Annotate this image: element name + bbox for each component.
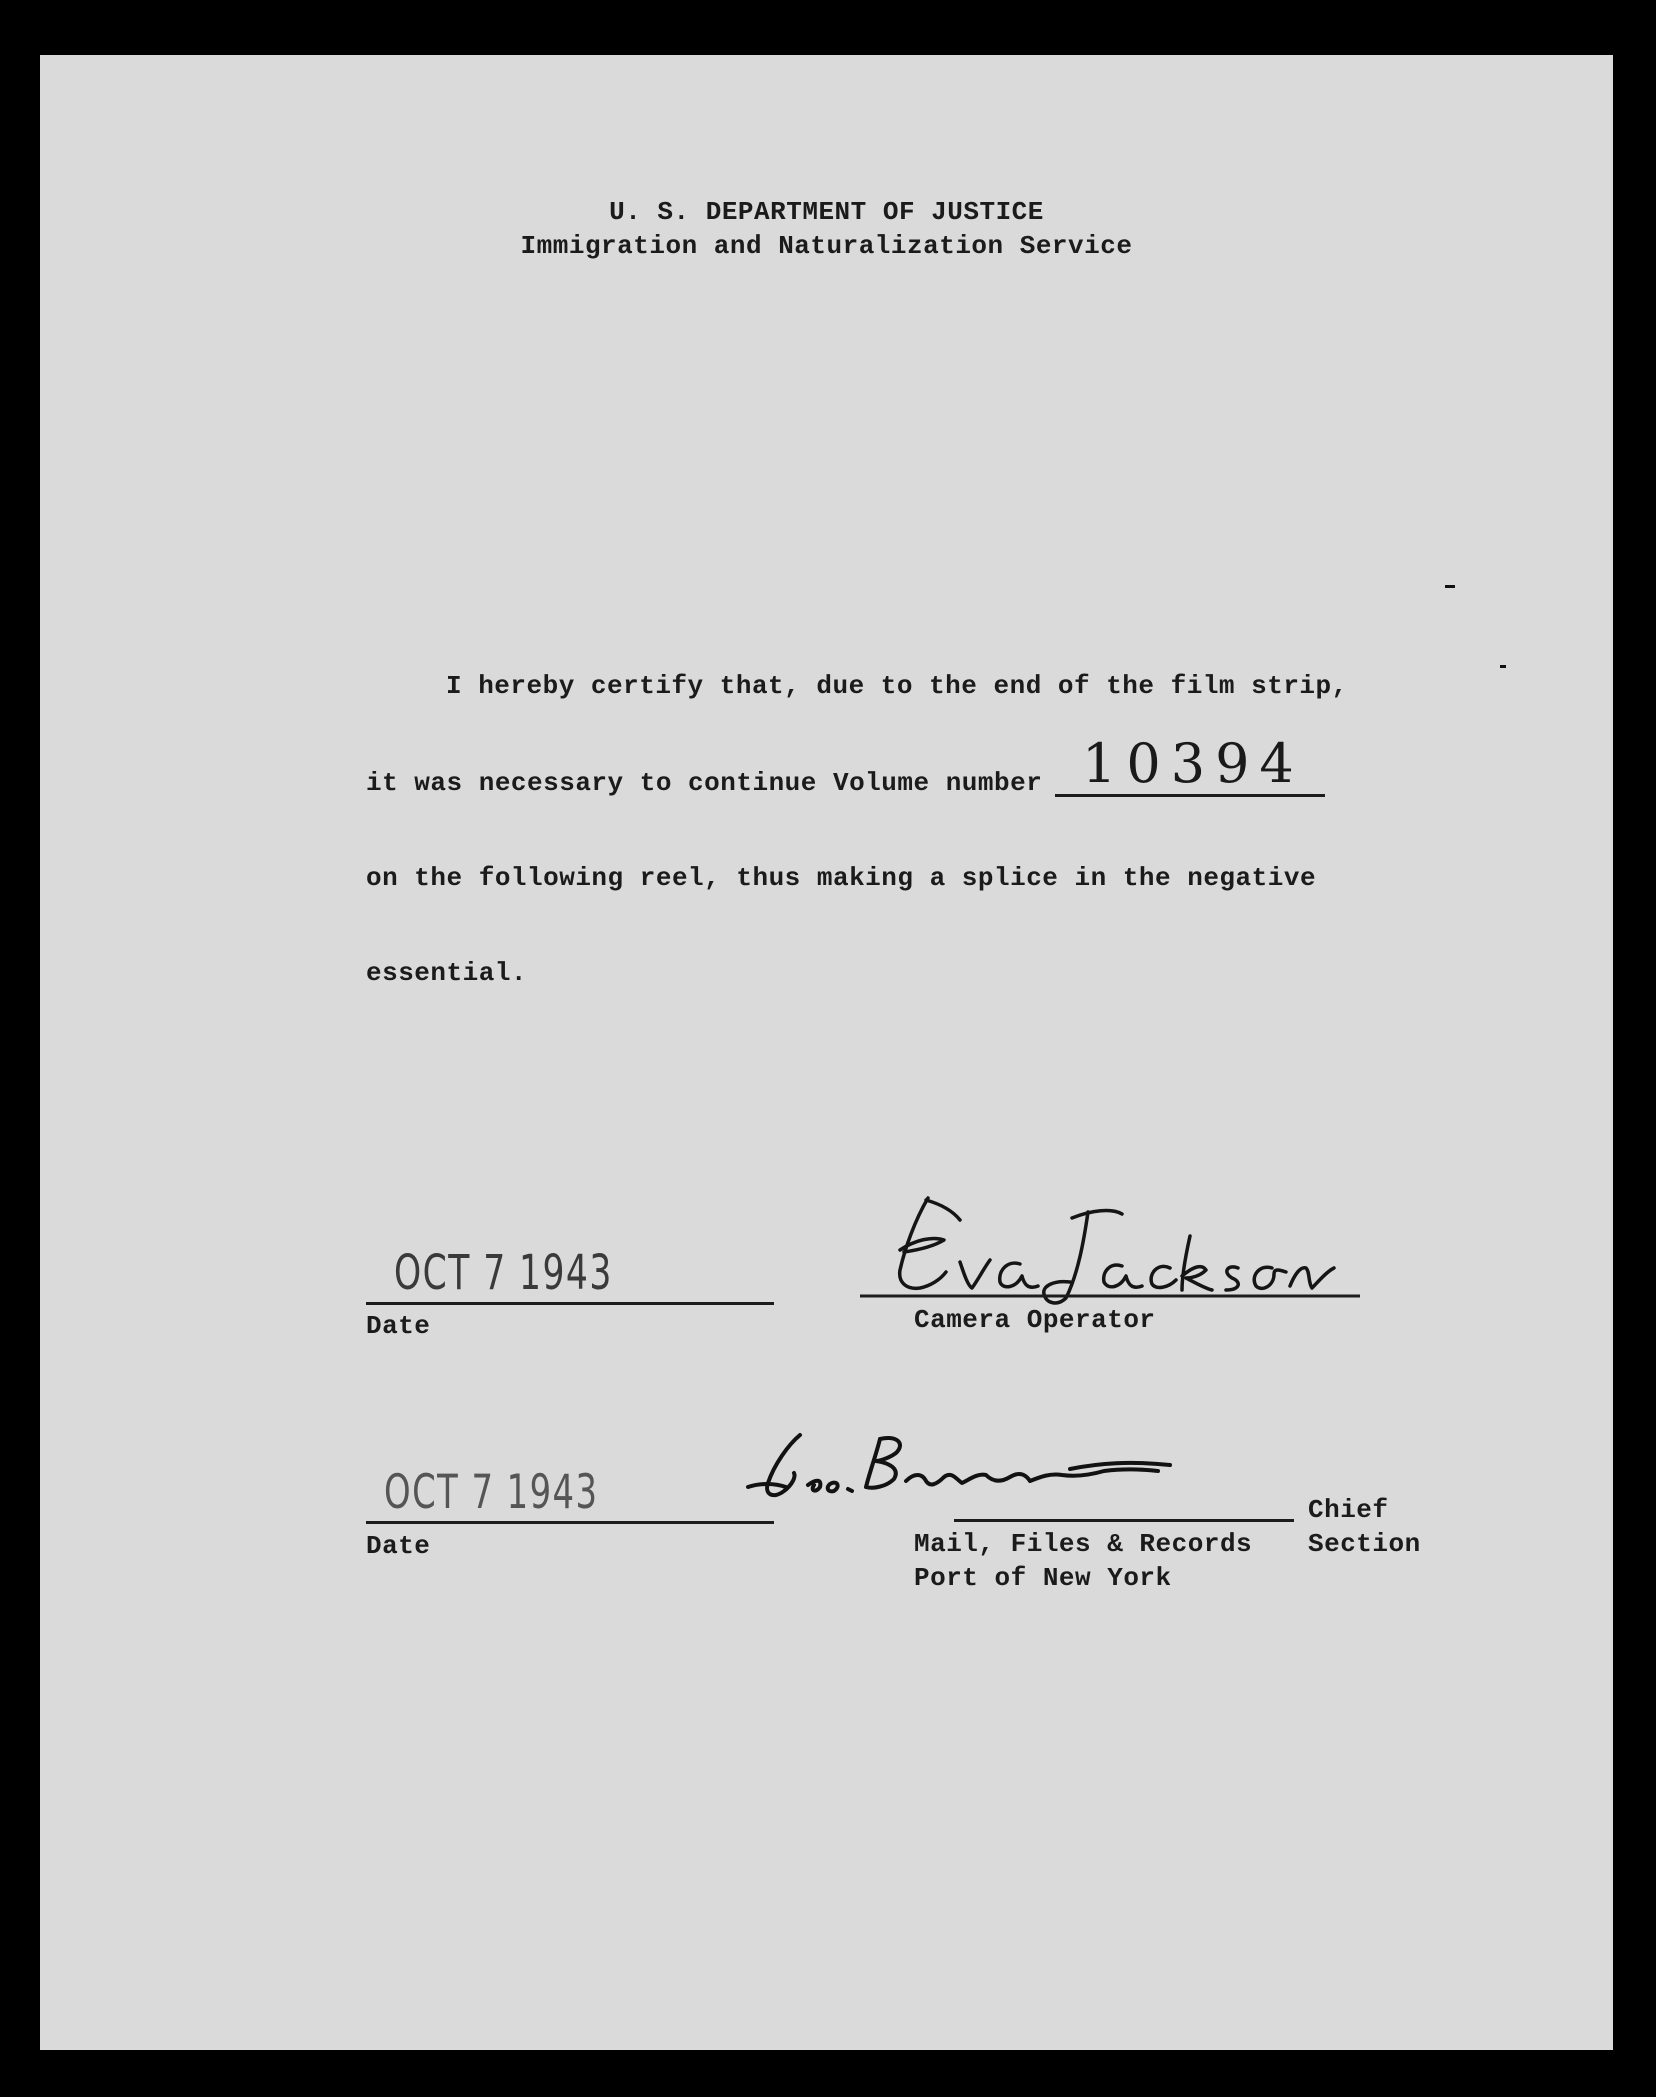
port-label: Port of New York	[914, 1563, 1172, 1593]
document-page	[40, 55, 1613, 2050]
chief-signature	[730, 1425, 1290, 1520]
date-underline-1	[366, 1302, 774, 1305]
certification-line-1: I hereby certify that, due to the end of the film strip,	[446, 671, 1348, 701]
date-label-1: Date	[366, 1311, 431, 1341]
date-stamp-2: OCT 7 1943	[384, 1465, 599, 1520]
date-label-2: Date	[366, 1531, 431, 1561]
certification-line-3: on the following reel, thus making a splice in the negative	[366, 863, 1317, 893]
volume-number-handwritten: 10394	[1082, 732, 1304, 795]
scan-speck	[1445, 585, 1455, 588]
date-stamp-1: OCT 7 1943	[394, 1245, 613, 1301]
camera-operator-signature	[860, 1190, 1360, 1305]
service-heading: Immigration and Naturalization Service	[520, 231, 1133, 261]
office-label: Mail, Files & Records	[914, 1529, 1253, 1559]
certification-line-4: essential.	[366, 958, 528, 988]
section-label: Section	[1308, 1529, 1421, 1559]
certification-line-2: it was necessary to continue Volume number	[366, 768, 1043, 798]
date-underline-2	[366, 1521, 774, 1524]
scan-speck	[1500, 665, 1506, 668]
department-heading: U. S. DEPARTMENT OF JUSTICE	[609, 197, 1044, 227]
chief-label: Chief	[1308, 1495, 1389, 1525]
camera-operator-label: Camera Operator	[914, 1305, 1156, 1335]
chief-signature-underline	[954, 1519, 1294, 1522]
